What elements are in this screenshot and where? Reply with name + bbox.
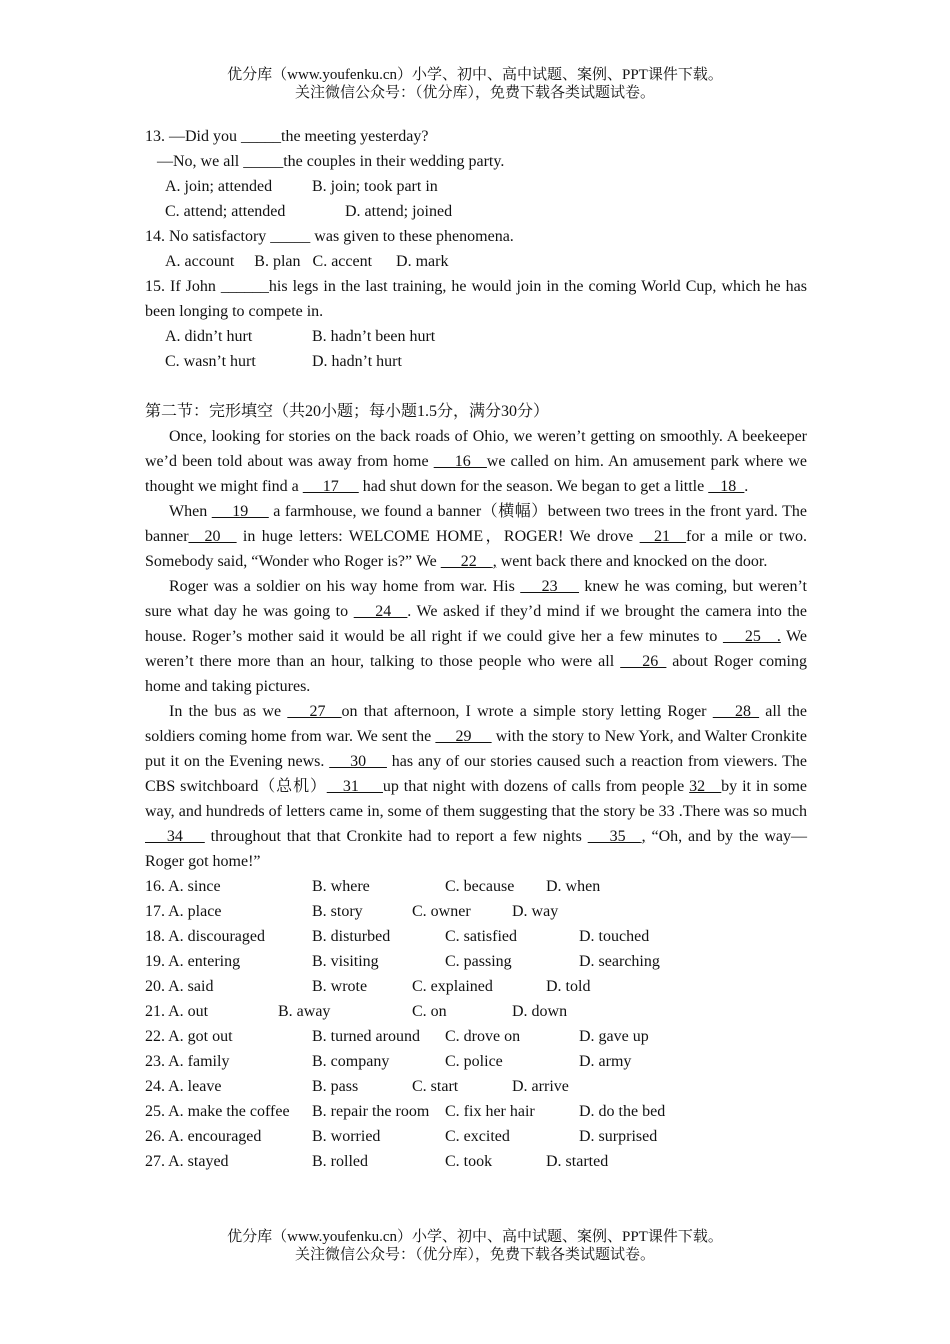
q15-option-c: C. wasn’t hurt	[165, 353, 256, 370]
option-c: C. on	[412, 1003, 447, 1020]
q13-options-row2	[145, 199, 807, 224]
option-row	[145, 1024, 807, 1049]
blank-24: __24__	[353, 603, 408, 620]
cloze-text: went back there and knocked on the door.	[496, 553, 768, 570]
option-row	[145, 924, 807, 949]
cloze-text: had shut down for the season. We began to get a little	[358, 478, 709, 495]
option-num: 19. A. entering	[145, 953, 241, 970]
q15-option-a: A. didn’t hurt	[165, 328, 253, 345]
cloze-text: . We asked if they’d mind if we brought the camera into the house. Roger’s mother said it would be all right if we could give her a few minutes to	[145, 603, 808, 645]
blank-22: __22__,	[440, 553, 497, 570]
q13-option-b: B. join; took part in	[312, 178, 438, 195]
option-row	[145, 1099, 807, 1124]
option-row	[145, 999, 807, 1024]
section2-title: 第二节：完形填空（共20小题；每小题1.5分，满分30分）	[145, 403, 550, 420]
blank-18: _18_	[708, 478, 745, 495]
option-row	[145, 974, 807, 999]
blank-16: __16__	[433, 453, 487, 470]
q15-option-d: D. hadn’t hurt	[312, 353, 402, 370]
option-d: D. down	[512, 1003, 568, 1020]
cloze-text: up that night with dozens of calls from people	[382, 778, 690, 795]
q13-option-d: D. attend; joined	[345, 203, 453, 220]
option-d: D. touched	[579, 928, 650, 945]
q15-option-b: B. hadn’t been hurt	[312, 328, 436, 345]
q13-option-c: C. attend; attended	[165, 203, 286, 220]
option-row	[145, 1149, 807, 1174]
option-row	[145, 1124, 807, 1149]
option-b: B. rolled	[312, 1153, 368, 1170]
cloze-text: In the bus as we	[169, 703, 288, 720]
cloze-text: throughout that that Cronkite had to report a few nights	[204, 828, 588, 845]
option-d: D. gave up	[579, 1028, 649, 1045]
cloze-text: by it in some way, and hundreds of letters came in, some of them suggesting that the story be 33 .There was so much	[145, 778, 807, 820]
q13-option-a: A. join; attended	[165, 178, 273, 195]
option-b: B. disturbed	[312, 928, 391, 945]
option-row	[145, 899, 807, 924]
header-line-2: 关注微信公众号：（优分库），免费下载各类试题试卷。	[294, 85, 655, 101]
option-b: B. turned around	[312, 1028, 420, 1045]
cloze-text: has any of our stories caused such a reaction from viewers. The CBS switchboard（总机）	[145, 753, 807, 795]
cloze-text: We weren’t there more than an hour, talking to those people who were all	[145, 628, 807, 670]
blank-17: __17__	[302, 478, 359, 495]
cloze-text: “Oh, and by the way—Roger got home!”	[145, 828, 807, 870]
cloze-text: Once, looking for stories on the back roads of Ohio, we weren’t getting on smoothly. A beekeeper we’d been told about was away from home	[145, 428, 807, 470]
q14-stem: 14. No satisfactory _____ was given to these phenomena.	[145, 228, 514, 245]
cloze-text: a farmhouse, we found a banner（横幅）between two trees in the front yard. The banner	[145, 503, 808, 545]
option-c: C. because	[445, 878, 515, 895]
cloze-text: knew he was coming, but weren’t sure what day he was going to	[145, 578, 808, 620]
blank-34: __34__	[145, 828, 205, 845]
q13-stem-2: —No, we all _____the couples in their wedding party.	[157, 153, 505, 170]
option-num: 20. A. said	[145, 978, 214, 995]
page-footer	[0, 1228, 950, 1264]
option-num: 25. A. make the coffee	[145, 1103, 290, 1120]
option-c: C. drove on	[445, 1028, 521, 1045]
option-row	[145, 1074, 807, 1099]
blank-30: __30__	[329, 753, 387, 770]
option-c: C. explained	[412, 978, 493, 995]
blank-21: _21__	[639, 528, 686, 545]
blank-27: __27__	[287, 703, 342, 720]
blank-20: __20__	[188, 528, 237, 545]
cloze-text: we called on him. An amusement park where we thought we might find a	[145, 453, 808, 495]
option-c: C. satisfied	[445, 928, 517, 945]
q15-stem: 15. If John ______his legs in the last training, he would join in the coming World Cup, which he has been longing to compete in.	[145, 278, 807, 320]
q13-stem-1: 13. —Did you _____the meeting yesterday?	[145, 128, 429, 145]
option-num: 17. A. place	[145, 903, 222, 920]
option-d: D. surprised	[579, 1128, 658, 1145]
cloze-options-list	[145, 874, 807, 1174]
blank-29: __29__	[435, 728, 492, 745]
option-row	[145, 1049, 807, 1074]
option-d: D. told	[546, 978, 591, 995]
option-d: D. when	[546, 878, 601, 895]
blank-23: __23__	[520, 578, 580, 595]
cloze-text: .	[744, 478, 749, 495]
option-num: 16. A. since	[145, 878, 221, 895]
option-d: D. arrive	[512, 1078, 569, 1095]
exam-content	[145, 124, 807, 1174]
cloze-paragraph-2	[145, 499, 807, 574]
blank-32: 32__	[689, 778, 722, 795]
option-num: 21. A. out	[145, 1003, 209, 1020]
footer-line-2: 关注微信公众号：（优分库），免费下载各类试题试卷。	[294, 1247, 655, 1263]
cloze-text: with the story to New York, and Walter Cronkite put it on the Evening news.	[145, 728, 808, 770]
option-d: D. army	[579, 1053, 632, 1070]
option-num: 27. A. stayed	[145, 1153, 229, 1170]
cloze-text: all the soldiers coming home from war. We sent the	[145, 703, 808, 745]
option-b: B. visiting	[312, 953, 379, 970]
option-d: D. started	[546, 1153, 609, 1170]
option-b: B. pass	[312, 1078, 359, 1095]
option-c: C. took	[445, 1153, 493, 1170]
cloze-text: Roger was a soldier on his way home from war. His	[169, 578, 521, 595]
option-c: C. owner	[412, 903, 471, 920]
option-d: D. way	[512, 903, 559, 920]
q15-options-row1	[145, 324, 807, 349]
option-b: B. where	[312, 878, 370, 895]
option-b: B. story	[312, 903, 363, 920]
option-c: C. start	[412, 1078, 459, 1095]
blank-26: __26_	[620, 653, 667, 670]
cloze-paragraph-1	[145, 424, 807, 499]
blank-35: __35__,	[587, 828, 646, 845]
blank-19: __19__	[211, 503, 269, 520]
q13-options-row1	[145, 174, 807, 199]
option-b: B. wrote	[312, 978, 368, 995]
blank-25: 25__.	[722, 628, 781, 645]
page-header-top	[0, 66, 950, 102]
blank-31: __31___	[326, 778, 383, 795]
cloze-text: about Roger coming home and taking pictures.	[145, 653, 808, 695]
footer-line-1: 优分库（www.youfenku.cn）小学、初中、高中试题、案例、PPT课件下载。	[227, 1229, 723, 1245]
option-row	[145, 949, 807, 974]
cloze-text: in huge letters: WELCOME HOME，ROGER! We drove	[236, 528, 640, 545]
option-c: C. fix her hair	[445, 1103, 535, 1120]
blank-28: __28_	[712, 703, 759, 720]
option-c: C. police	[445, 1053, 503, 1070]
option-row	[145, 874, 807, 899]
option-b: B. away	[278, 1003, 331, 1020]
option-c: C. excited	[445, 1128, 510, 1145]
option-num: 24. A. leave	[145, 1078, 222, 1095]
cloze-text: on that afternoon, I wrote a simple story letting Roger	[341, 703, 713, 720]
option-b: B. worried	[312, 1128, 381, 1145]
option-d: D. do the bed	[579, 1103, 666, 1120]
option-b: B. company	[312, 1053, 390, 1070]
cloze-text: When	[169, 503, 212, 520]
option-c: C. passing	[445, 953, 512, 970]
option-num: 26. A. encouraged	[145, 1128, 262, 1145]
option-num: 23. A. family	[145, 1053, 230, 1070]
q15-options-row2	[145, 349, 807, 374]
q14-options: A. account B. plan C. accent D. mark	[165, 253, 449, 270]
option-d: D. searching	[579, 953, 660, 970]
header-line-1: 优分库（www.youfenku.cn）小学、初中、高中试题、案例、PPT课件下载。	[227, 67, 723, 83]
option-b: B. repair the room	[312, 1103, 430, 1120]
cloze-paragraph-4	[145, 699, 807, 874]
cloze-text: for a mile or two. Somebody said, “Wonder who Roger is?” We	[145, 528, 807, 570]
option-num: 22. A. got out	[145, 1028, 233, 1045]
option-num: 18. A. discouraged	[145, 928, 265, 945]
cloze-paragraph-3	[145, 574, 807, 699]
